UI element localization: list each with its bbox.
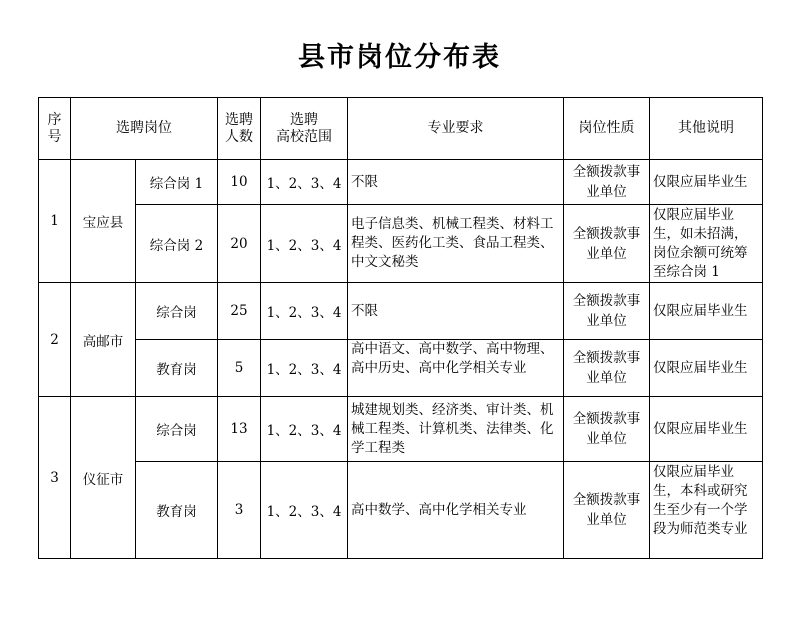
count-cell: 13 [218,397,261,462]
header-major: 专业要求 [348,98,564,160]
range-cell: 1、2、3、4 [261,397,348,462]
major-cell: 高中语文、高中数学、高中物理、高中历史、高中化学相关专业 [348,340,564,397]
county-cell: 宝应县 [71,160,136,283]
post-cell: 综合岗 2 [136,205,218,283]
major-cell: 城建规划类、经济类、审计类、机械工程类、计算机类、法律类、化学工程类 [348,397,564,462]
seq-cell: 3 [39,397,71,559]
header-nature: 岗位性质 [564,98,650,160]
range-cell: 1、2、3、4 [261,205,348,283]
count-cell: 25 [218,283,261,340]
seq-cell: 2 [39,283,71,397]
page-title: 县市岗位分布表 [298,42,501,73]
table-row [39,205,763,283]
table-header-row [39,98,763,160]
table-row [39,462,763,559]
table-row [39,397,763,462]
notes-cell: 仅限应届毕业生，如未招满，岗位余额可统筹至综合岗 1 [650,205,763,283]
count-cell: 3 [218,462,261,559]
header-range: 选聘 高校范围 [261,98,348,160]
range-cell: 1、2、3、4 [261,283,348,340]
major-cell: 电子信息类、机械工程类、材料工程类、医药化工类、食品工程类、中文文秘类 [348,205,564,283]
range-cell: 1、2、3、4 [261,462,348,559]
header-notes: 其他说明 [650,98,763,160]
header-position: 选聘岗位 [71,98,218,160]
table-row [39,340,763,397]
major-cell: 不限 [348,283,564,340]
county-cell: 高邮市 [71,283,136,397]
count-cell: 10 [218,160,261,205]
notes-cell: 仅限应届毕业生 [650,397,763,462]
notes-cell: 仅限应届毕业生 [650,160,763,205]
count-cell: 5 [218,340,261,397]
notes-cell: 仅限应届毕业生 [650,340,763,397]
county-cell: 仪征市 [71,397,136,559]
nature-cell: 全额拨款事业单位 [564,283,650,340]
post-cell: 教育岗 [136,340,218,397]
position-table [38,97,763,559]
notes-cell: 仅限应届毕业生，本科或研究生至少有一个学段为师范类专业 [650,462,763,559]
table-row [39,160,763,205]
count-cell: 20 [218,205,261,283]
post-cell: 综合岗 [136,283,218,340]
header-count: 选聘 人数 [218,98,261,160]
major-cell: 高中数学、高中化学相关专业 [348,462,564,559]
notes-cell: 仅限应届毕业生 [650,283,763,340]
nature-cell: 全额拨款事业单位 [564,205,650,283]
nature-cell: 全额拨款事业单位 [564,160,650,205]
nature-cell: 全额拨款事业单位 [564,340,650,397]
nature-cell: 全额拨款事业单位 [564,397,650,462]
range-cell: 1、2、3、4 [261,160,348,205]
table-row [39,283,763,340]
post-cell: 综合岗 1 [136,160,218,205]
seq-cell: 1 [39,160,71,283]
post-cell: 综合岗 [136,397,218,462]
nature-cell: 全额拨款事业单位 [564,462,650,559]
major-cell: 不限 [348,160,564,205]
header-seq: 序 号 [39,98,71,160]
range-cell: 1、2、3、4 [261,340,348,397]
post-cell: 教育岗 [136,462,218,559]
